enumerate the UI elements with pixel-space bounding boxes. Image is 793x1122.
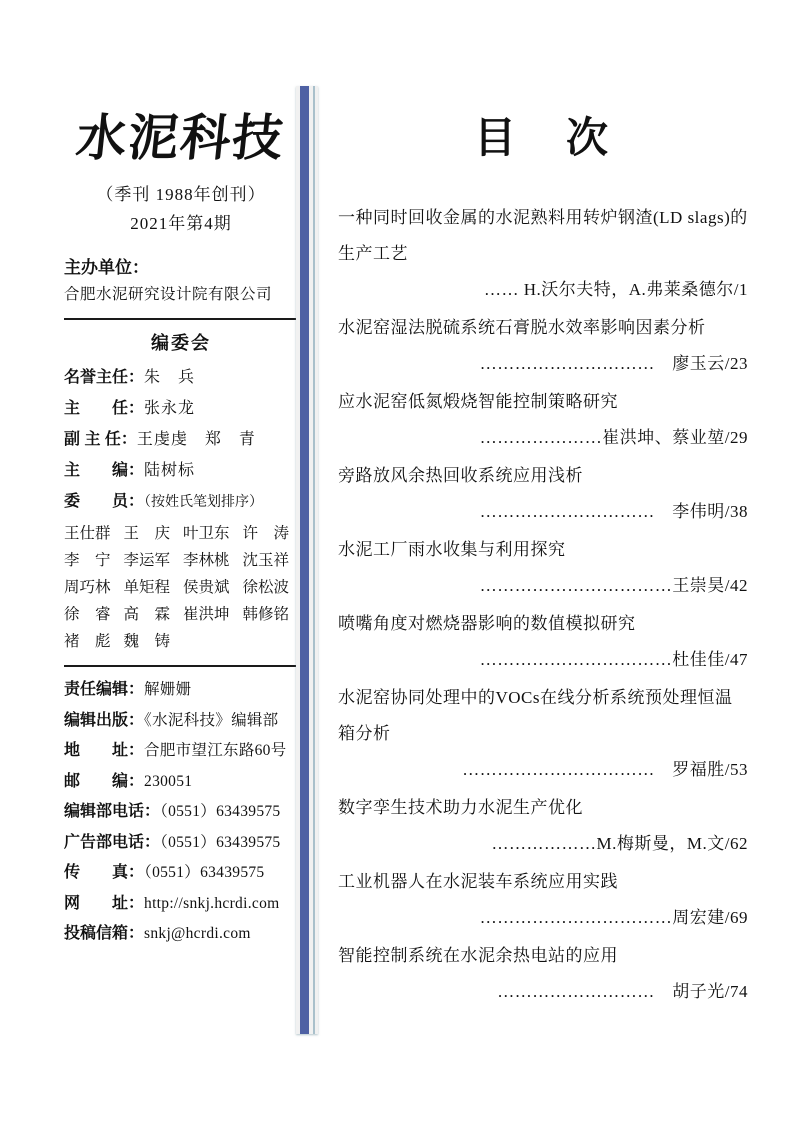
role-label: 主 任： <box>64 400 145 417</box>
toc-entry <box>338 938 748 1010</box>
role-label: 委 员： <box>64 493 145 510</box>
sponsor-name: 合肥水泥研究设计院有限公司 <box>64 286 273 303</box>
toc-entry-title: 一种同时回收金属的水泥熟料用转炉钢渣(LD slags)的生产工艺 <box>338 208 748 263</box>
board-member-name: 王 庆 <box>123 525 171 542</box>
toc-entry <box>338 458 748 530</box>
journal-issue: 2021年第4期 <box>130 214 232 233</box>
board-member-name: 徐 睿 <box>64 606 111 623</box>
publication-info-label: 地 址： <box>64 742 145 759</box>
journal-info-panel <box>64 98 298 950</box>
publication-info-label: 广告部电话： <box>64 833 161 851</box>
board-role-row <box>64 424 298 455</box>
toc-entry-title: 水泥窑协同处理中的VOCs在线分析系统预处理恒温箱分析 <box>338 688 733 743</box>
toc-entry-byline: ……………………………周宏建/69 <box>479 908 748 927</box>
publication-info-value: （0551）63439575 <box>144 864 265 881</box>
publication-info-row <box>64 828 298 859</box>
toc-entry <box>338 680 748 788</box>
divider-rule-top <box>64 318 298 320</box>
toc-entry-title: 应水泥窑低氮煅烧智能控制策略研究 <box>338 392 618 411</box>
board-member-name: 褚 彪 <box>64 633 111 650</box>
publication-info-row <box>64 675 298 706</box>
toc-entry-byline: ……………………………王崇昊/42 <box>479 576 748 595</box>
board-role-row <box>64 486 298 518</box>
toc-panel <box>338 110 748 1012</box>
role-value: 王虔虔 郑 青 <box>136 431 256 448</box>
role-value: 张永龙 <box>144 400 196 417</box>
board-member-name: 侯贵斌 <box>183 579 230 596</box>
board-member-name: 韩修铭 <box>242 606 290 623</box>
toc-entry-byline: …………………崔洪坤、蔡业堃/29 <box>479 428 748 447</box>
toc-entry-byline: ………………M.梅斯曼，M.文/62 <box>491 834 748 853</box>
publication-info-label: 网 址： <box>64 894 145 912</box>
publication-info-label: 编辑部电话： <box>64 803 161 820</box>
publication-info-value: （0551）63439575 <box>160 833 281 851</box>
toc-entry-title: 水泥工厂雨水收集与利用探究 <box>338 540 566 559</box>
role-value: （按姓氏笔划排序） <box>144 495 264 510</box>
role-value: 陆树标 <box>144 462 196 479</box>
publication-info-row <box>64 919 298 950</box>
toc-entry <box>338 790 748 862</box>
toc-entry-byline: ………………………… 廖玉云/23 <box>479 354 748 373</box>
publication-info-value: http://snkj.hcrdi.com <box>144 894 280 912</box>
toc-entry-byline: …………………………… 罗福胜/53 <box>462 760 748 779</box>
divider-thin-line <box>313 86 315 1034</box>
publication-info-label: 投稿信箱： <box>64 925 145 942</box>
vertical-divider <box>296 86 318 1034</box>
divider-bar <box>300 86 309 1034</box>
toc-entry <box>338 532 748 604</box>
toc-entry-title: 数字孪生技术助力水泥生产优化 <box>338 798 583 817</box>
toc-entry-byline: …… H.沃尔夫特，A.弗莱桑德尔/1 <box>483 280 748 299</box>
board-member-name: 李运军 <box>123 552 171 569</box>
sponsor-label: 主办单位： <box>64 258 149 277</box>
toc-entry <box>338 864 748 936</box>
publication-info-value: snkj@hcrdi.com <box>144 925 251 942</box>
board-member-name: 叶卫东 <box>183 525 230 542</box>
publication-info-row <box>64 706 298 737</box>
publication-info-row <box>64 767 298 798</box>
editorial-board-members <box>64 520 298 655</box>
board-member-name: 王仕群 <box>64 525 111 542</box>
journal-subtitle: （季刊 1988年创刊） <box>96 185 266 204</box>
publication-info-value: 《水泥科技》编辑部 <box>144 711 279 729</box>
publication-info <box>64 675 298 950</box>
toc-entry-title: 旁路放风余热回收系统应用浅析 <box>338 466 583 485</box>
toc-entries <box>338 200 748 1010</box>
toc-heading: 目 次 <box>473 113 612 162</box>
publication-info-value: 230051 <box>144 772 193 790</box>
board-role-row <box>64 455 298 486</box>
toc-entry <box>338 200 748 308</box>
toc-entry-byline: ……………………… 胡子光/74 <box>497 982 748 1001</box>
toc-entry-title: 水泥窑湿法脱硫系统石膏脱水效率影响因素分析 <box>338 318 706 337</box>
board-member-name: 李林桃 <box>183 552 230 569</box>
publication-info-label: 责任编辑： <box>64 681 145 698</box>
board-member-name: 高 霖 <box>123 606 171 623</box>
editorial-board-roles <box>64 362 298 518</box>
board-member-name: 崔洪坤 <box>183 606 230 623</box>
role-label: 副 主 任： <box>64 431 137 448</box>
board-member-name: 徐松波 <box>242 579 290 596</box>
toc-entry <box>338 384 748 456</box>
publication-info-label: 编辑出版： <box>64 711 145 729</box>
publication-info-value: （0551）63439575 <box>160 803 281 820</box>
journal-title: 水泥科技 <box>73 108 288 167</box>
toc-entry-title: 工业机器人在水泥装车系统应用实践 <box>338 872 618 891</box>
publication-info-label: 邮 编： <box>64 772 145 790</box>
divider-rule-bottom <box>64 665 298 667</box>
toc-entry-byline: ………………………… 李伟明/38 <box>479 502 748 521</box>
role-label: 名誉主任： <box>64 369 145 386</box>
toc-entry-title: 喷嘴角度对燃烧器影响的数值模拟研究 <box>338 614 636 633</box>
role-value: 朱 兵 <box>144 369 196 386</box>
board-member-name: 周巧林 <box>64 579 111 596</box>
editorial-board-heading: 编委会 <box>151 333 211 353</box>
board-member-name: 单矩程 <box>123 579 171 596</box>
publication-info-row <box>64 889 298 920</box>
toc-entry-title: 智能控制系统在水泥余热电站的应用 <box>338 946 618 965</box>
publication-info-row <box>64 736 298 767</box>
publication-info-value: 解姗姗 <box>144 681 192 698</box>
toc-entry <box>338 606 748 678</box>
publication-info-value: 合肥市望江东路60号 <box>144 742 287 759</box>
board-member-name: 李 宁 <box>64 552 111 569</box>
publication-info-label: 传 真： <box>64 864 145 881</box>
toc-entry <box>338 310 748 382</box>
publication-info-row <box>64 797 298 828</box>
board-member-name: 沈玉祥 <box>242 552 290 569</box>
publication-info-row <box>64 858 298 889</box>
board-member-name: 魏 铸 <box>123 633 171 650</box>
toc-entry-byline: ……………………………杜佳佳/47 <box>479 650 748 669</box>
board-role-row <box>64 393 298 424</box>
board-member-name: 许 涛 <box>242 525 290 542</box>
role-label: 主 编： <box>64 462 145 479</box>
board-role-row <box>64 362 298 393</box>
